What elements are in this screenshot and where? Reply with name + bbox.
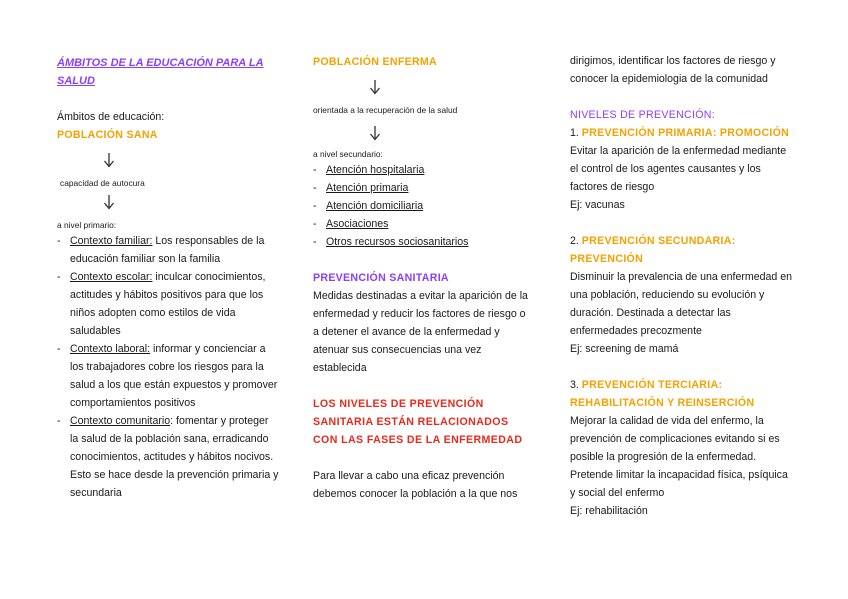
list-item bbox=[57, 232, 279, 268]
level-example: Ej: vacunas bbox=[570, 199, 625, 211]
arrow-down-icon bbox=[102, 194, 116, 210]
level-text: Mejorar la calidad de vida del enfermo, la prevención de complicaciones evitando si es posible la progresión de la enfermedad. Pretende limitar la incapacidad física, psíquica y social del enfermo bbox=[570, 415, 788, 499]
prevention-level bbox=[570, 232, 795, 358]
list-item bbox=[313, 215, 533, 233]
column-2 bbox=[313, 52, 533, 503]
section-title-link[interactable]: ÁMBITOS DE LA EDUCACIÓN PARA LA SALUD bbox=[57, 57, 264, 87]
level-heading bbox=[570, 376, 795, 412]
level-title: PREVENCIÓN TERCIARIA: REHABILITACIÓN Y REINSERCIÓN bbox=[570, 379, 755, 409]
level-text: Evitar la aparición de la enfermedad mediante el control de los agentes causantes y los factores de riesgo bbox=[570, 145, 787, 193]
context-list bbox=[57, 232, 279, 502]
level-number: 1. bbox=[570, 127, 582, 139]
list-item bbox=[313, 161, 533, 179]
item-text: : fomentar y proteger la salud de la población sana, erradicando conocimientos, actitudes y hábitos nocivos. Esto se hace desde la prevención primaria y secundaria bbox=[70, 415, 279, 499]
level-title: PREVENCIÓN PRIMARIA: PROMOCIÓN bbox=[581, 127, 790, 139]
column-1 bbox=[57, 52, 279, 502]
item-label: Contexto familiar: bbox=[70, 235, 153, 247]
arrow-down-icon bbox=[368, 125, 382, 141]
population-healthy-heading: POBLACIÓN SANA bbox=[57, 129, 158, 141]
closing-text: Para llevar a cabo una eficaz prevención debemos conocer la población a la que nos bbox=[313, 470, 518, 500]
population-sick-heading: POBLACIÓN ENFERMA bbox=[313, 56, 437, 68]
list-item bbox=[313, 233, 533, 251]
arrow-down-icon bbox=[368, 79, 382, 95]
intro-text: Ámbitos de educación: bbox=[57, 111, 165, 123]
level-example: Ej: rehabilitación bbox=[570, 505, 648, 517]
item-text: Los responsables de la educación familiar son la familia bbox=[70, 235, 265, 265]
item-label: Contexto laboral: bbox=[70, 343, 151, 355]
item-label: Contexto comunitario bbox=[70, 415, 171, 427]
care-item: Otros recursos sociosanitarios bbox=[326, 236, 469, 248]
list-item bbox=[313, 179, 533, 197]
prevention-text: Medidas destinadas a evitar la aparición de la enfermedad y reducir los factores de riesgo o a detener el avance de la enfermedad y atenuar sus consecuencias una vez establecida bbox=[313, 290, 528, 374]
prevention-level bbox=[570, 124, 795, 214]
primary-level-label: a nivel primario: bbox=[57, 220, 117, 230]
secondary-level-label: a nivel secundario: bbox=[313, 149, 383, 159]
continuation-text: dirigimos, identificar los factores de riesgo y conocer la epidemiologia de la comunidad bbox=[570, 55, 776, 85]
arrow-down-icon bbox=[102, 152, 116, 168]
level-example: Ej: screening de mamá bbox=[570, 343, 679, 355]
care-item: Atención primaria bbox=[326, 182, 409, 194]
item-label: Contexto escolar: bbox=[70, 271, 153, 283]
list-item bbox=[57, 268, 279, 340]
level-text: Disminuir la prevalencia de una enfermedad en una población, reduciendo su evolución y duración. Destinada a detectar las enfermedades precozmente bbox=[570, 271, 793, 337]
prevention-heading: PREVENCIÓN SANITARIA bbox=[313, 272, 449, 284]
list-item bbox=[57, 340, 279, 412]
list-item bbox=[57, 412, 279, 502]
level-number: 3. bbox=[570, 379, 582, 391]
level-title: PREVENCIÓN SECUNDARIA: PREVENCIÓN bbox=[570, 235, 736, 265]
level-number: 2. bbox=[570, 235, 582, 247]
levels-title: NIVELES DE PREVENCIÓN: bbox=[570, 109, 715, 121]
self-care-label: capacidad de autocura bbox=[60, 178, 145, 188]
item-text: inculcar conocimientos, actitudes y hábitos positivos para que los niños adopten como estilos de vida saludables bbox=[70, 271, 266, 337]
care-item: Atención domiciliaria bbox=[326, 200, 424, 212]
level-heading bbox=[570, 232, 795, 268]
column-3 bbox=[570, 52, 795, 520]
care-item: Asociaciones bbox=[326, 218, 389, 230]
prevention-level bbox=[570, 376, 795, 520]
level-heading bbox=[570, 124, 795, 142]
care-item: Atención hospitalaria bbox=[326, 164, 425, 176]
list-item bbox=[313, 197, 533, 215]
levels-heading: LOS NIVELES DE PREVENCIÓN SANITARIA ESTÁN RELACIONADOS CON LAS FASES DE LA ENFERMEDAD bbox=[313, 398, 523, 446]
item-text: informar y concienciar a los trabajadores cobre los riesgos para la salud a los que están expuestos y promover comportamientos positivos bbox=[70, 343, 278, 409]
recovery-label: orientada a la recuperación de la salud bbox=[313, 105, 458, 115]
care-list bbox=[313, 161, 533, 251]
